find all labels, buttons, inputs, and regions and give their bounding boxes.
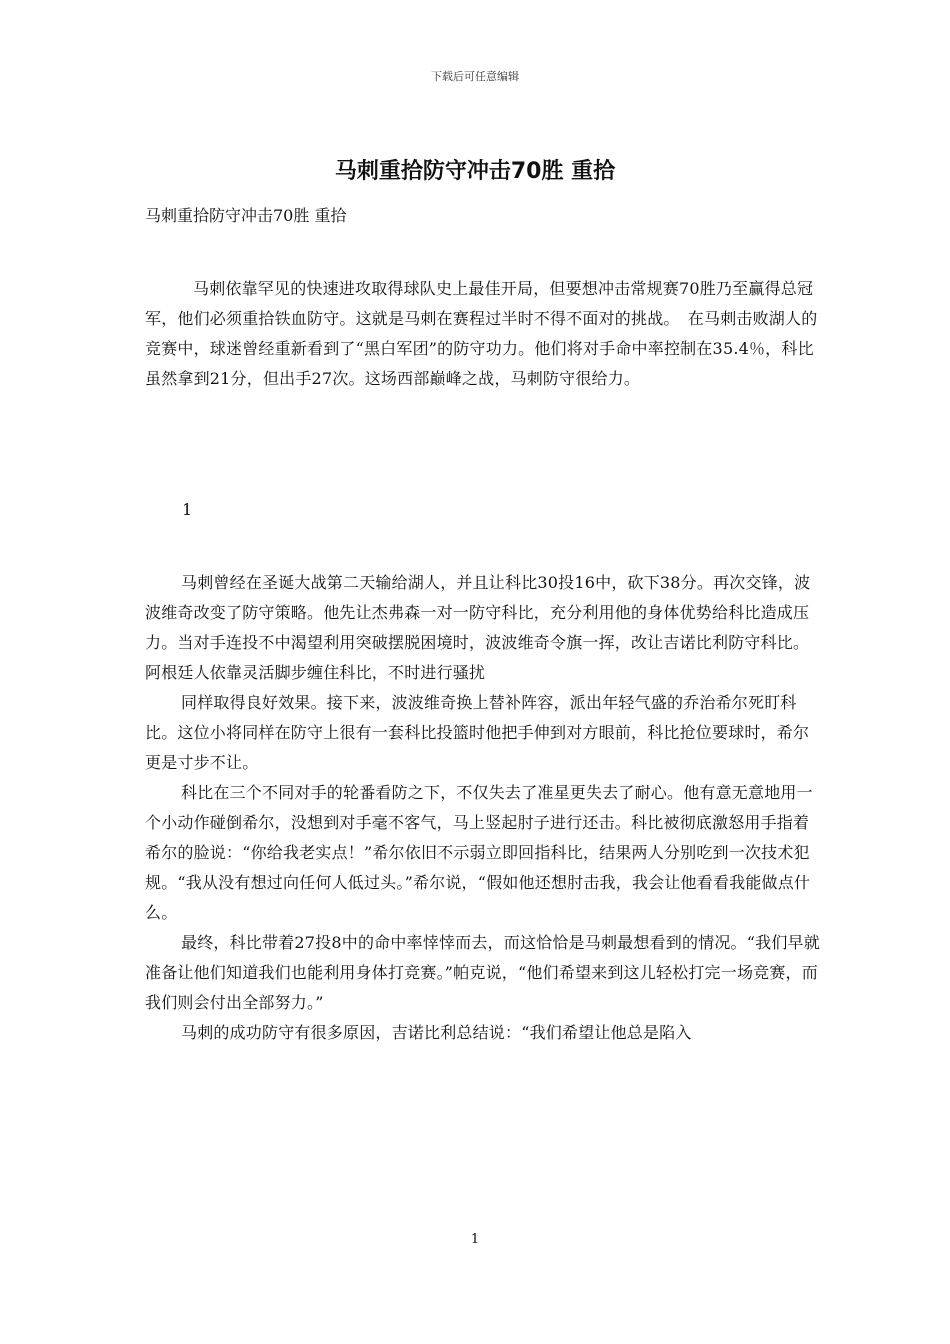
document-subtitle: 马刺重拾防守冲击70胜 重拾	[145, 206, 347, 225]
body-paragraph: 科比在三个不同对手的轮番看防之下，不仅失去了准星更失去了耐心。他有意无意地用一个小动作碰倒希尔，没想到对手毫不客气，马上竖起肘子进行还击。科比被彻底激怒用手指着希尔的脸说：“你给我老实点！”希尔依旧不示弱立即回指科比，结果两人分别吃到一次技术犯规。“我从没有想过向任何人低过头。”希尔说，“假如他还想肘击我，我会让他看看我能做点什么。	[145, 783, 813, 922]
page-header-note: 下载后可任意编辑	[431, 70, 519, 83]
main-section	[145, 568, 820, 1048]
section-marker: 1	[182, 500, 193, 519]
body-paragraph: 马刺曾经在圣诞大战第二天输给湖人，并且让科比30投16中，砍下38分。再次交锋，波波维奇改变了防守策略。他先让杰弗森一对一防守科比，充分利用他的身体优势给科比造成压力。当对手连投不中渴望利用突破摆脱困境时，波波维奇令旗一挥，改让吉诺比利防守科比。阿根廷人依靠灵活脚步缠住科比，不时进行骚扰	[145, 573, 811, 682]
body-paragraph: 马刺的成功防守有很多原因，吉诺比利总结说：“我们希望让他总是陷入	[181, 1023, 692, 1042]
document-title: 马刺重拾防守冲击70胜 重拾	[334, 159, 616, 184]
intro-section	[145, 274, 820, 394]
intro-paragraph: 马刺依靠罕见的快速进攻取得球队史上最佳开局，但要想冲击常规赛70胜乃至赢得总冠军，他们必须重拾铁血防守。这就是马刺在赛程过半时不得不面对的挑战。 在马刺击败湖人的竞赛中，球迷曾经重新看到了“黑白军团”的防守功力。他们将对手命中率控制在35.4％，科比虽然拿到21分，但出手27次。这场西部巅峰之战，马刺防守很给力。	[145, 279, 818, 388]
page-number: 1	[470, 1232, 480, 1247]
body-paragraph: 最终，科比带着27投8中的命中率悻悻而去，而这恰恰是马刺最想看到的情况。“我们早就准备让他们知道我们也能利用身体打竞赛。”帕克说，“他们希望来到这儿轻松打完一场竞赛，而我们则会付出全部努力。”	[145, 933, 820, 1012]
body-paragraph: 同样取得良好效果。接下来，波波维奇换上替补阵容，派出年轻气盛的乔治希尔死盯科比。这位小将同样在防守上很有一套科比投篮时他把手伸到对方眼前，科比抢位要球时，希尔更是寸步不让。	[145, 693, 810, 772]
